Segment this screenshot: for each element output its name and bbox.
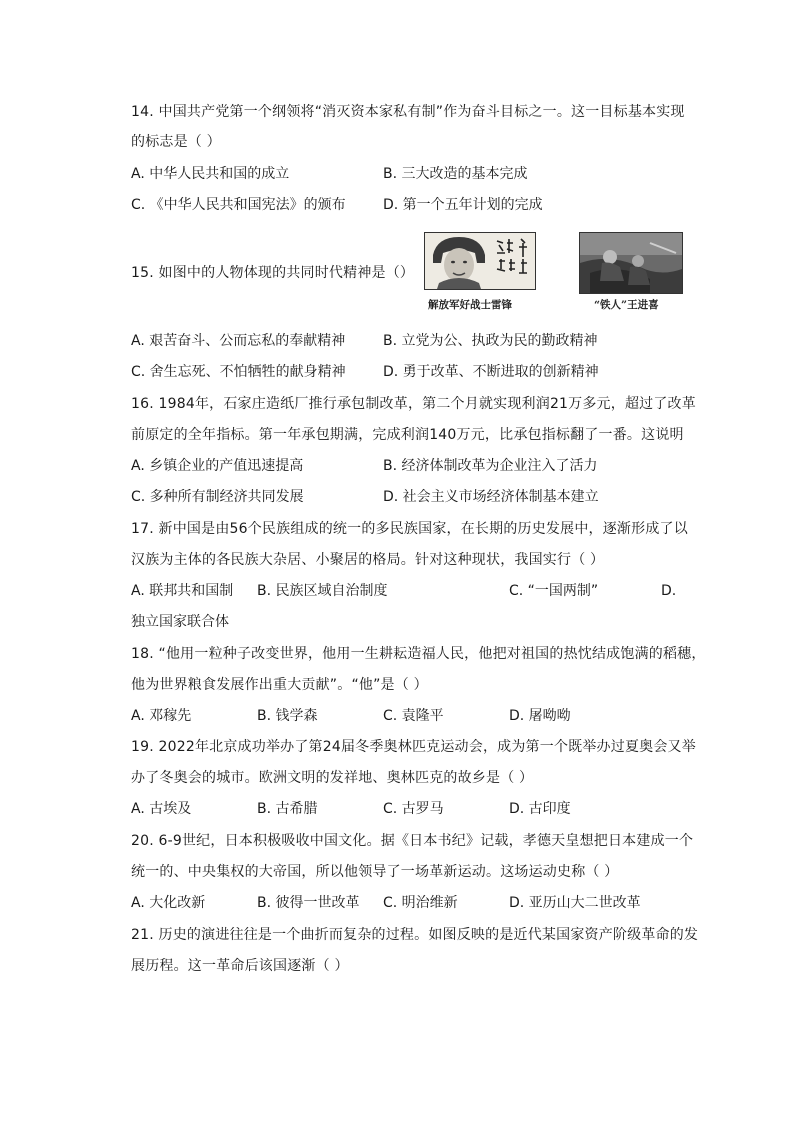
q14-stem-line1: 14. 中国共产党第一个纲领将“消灭资本家私有制”作为奋斗目标之一。这一目标基本实现: [131, 104, 685, 120]
q15-option-a: A. 艰苦奋斗、公而忘私的奉献精神: [131, 333, 346, 349]
lei-feng-photo: [424, 232, 536, 290]
q19-option-a: A. 古埃及: [131, 801, 192, 817]
q14-stem-line2: 的标志是（ ）: [131, 134, 221, 150]
q17-option-b: B. 民族区域自治制度: [257, 583, 388, 599]
q19-option-d: D. 古印度: [509, 801, 571, 817]
q17-option-d: D.: [661, 583, 677, 599]
q17-option-c: C. “一国两制”: [509, 583, 599, 599]
q21-stem-line2: 展历程。这一革命后该国逐渐（ ）: [131, 958, 349, 974]
q16-option-a: A. 乡镇企业的产值迅速提高: [131, 458, 304, 474]
q21-stem-line1: 21. 历史的演进往往是一个曲折而复杂的过程。如图反映的是近代某国家资产阶级革命的发: [131, 927, 699, 943]
q19-option-b: B. 古希腊: [257, 801, 318, 817]
q17-stem-line2: 汉族为主体的各民族大杂居、小聚居的格局。针对这种现状，我国实行（ ）: [131, 552, 605, 568]
wang-jinxi-photo: [579, 232, 683, 294]
q16-stem-line2: 前原定的全年指标。第一年承包期满，完成利润140万元，比承包指标翻了一番。这说明: [131, 427, 684, 443]
q20-stem-line2: 统一的、中央集权的大帝国，所以他领导了一场革新运动。这场运动史称（ ）: [131, 864, 619, 880]
q18-option-c: C. 袁隆平: [383, 708, 444, 724]
q19-stem-line1: 19. 2022年北京成功举办了第24届冬季奥林匹克运动会，成为第一个既举办过夏奥会又举: [131, 739, 696, 755]
q14-option-d: D. 第一个五年计划的完成: [383, 197, 543, 213]
wang-jinxi-scene-icon: [580, 233, 682, 293]
q17-option-a: A. 联邦共和国制: [131, 583, 234, 599]
q16-option-c: C. 多种所有制经济共同发展: [131, 489, 304, 505]
q17-stem-line1: 17. 新中国是由56个民族组成的统一的多民族国家，在长期的历史发展中，逐渐形成了以: [131, 521, 688, 537]
wang-jinxi-caption: “铁人”王进喜: [594, 299, 659, 311]
q15-option-d: D. 勇于改革、不断进取的创新精神: [383, 364, 599, 380]
q20-option-d: D. 亚历山大二世改革: [509, 895, 641, 911]
q19-option-c: C. 古罗马: [383, 801, 444, 817]
lei-feng-portrait-icon: [425, 233, 535, 289]
q16-stem-line1: 16. 1984年，石家庄造纸厂推行承包制改革，第二个月就实现利润21万多元，超过了改革: [131, 396, 696, 412]
q14-option-a: A. 中华人民共和国的成立: [131, 166, 290, 182]
q20-option-b: B. 彼得一世改革: [257, 895, 360, 911]
q20-option-c: C. 明治维新: [383, 895, 458, 911]
q18-option-b: B. 钱学森: [257, 708, 318, 724]
q19-stem-line2: 办了冬奥会的城市。欧洲文明的发祥地、奥林匹克的故乡是（ ）: [131, 770, 534, 786]
q14-option-b: B. 三大改造的基本完成: [383, 166, 528, 182]
q17-option-d-text: 独立国家联合体: [131, 614, 229, 630]
q15-option-c: C. 舍生忘死、不怕牺牲的献身精神: [131, 364, 346, 380]
q20-stem-line1: 20. 6-9世纪，日本积极吸收中国文化。据《日本书纪》记载，孝德天皇想把日本建成一个: [131, 833, 694, 849]
q18-option-d: D. 屠呦呦: [509, 708, 571, 724]
q16-option-b: B. 经济体制改革为企业注入了活力: [383, 458, 598, 474]
q20-option-a: A. 大化改新: [131, 895, 206, 911]
q18-stem-line1: 18. “他用一粒种子改变世界，他用一生耕耘造福人民，他把对祖国的热忱结成饱满的稻穗，: [131, 646, 706, 662]
lei-feng-caption: 解放军好战士雷锋: [428, 299, 512, 311]
q18-option-a: A. 邓稼先: [131, 708, 192, 724]
q14-option-c: C. 《中华人民共和国宪法》的颁布: [131, 197, 346, 213]
q15-option-b: B. 立党为公、执政为民的勤政精神: [383, 333, 598, 349]
q18-stem-line2: 他为世界粮食发展作出重大贡献”。“他”是（ ）: [131, 677, 428, 693]
q16-option-d: D. 社会主义市场经济体制基本建立: [383, 489, 599, 505]
q15-stem: 15. 如图中的人物体现的共同时代精神是（）: [131, 265, 415, 281]
